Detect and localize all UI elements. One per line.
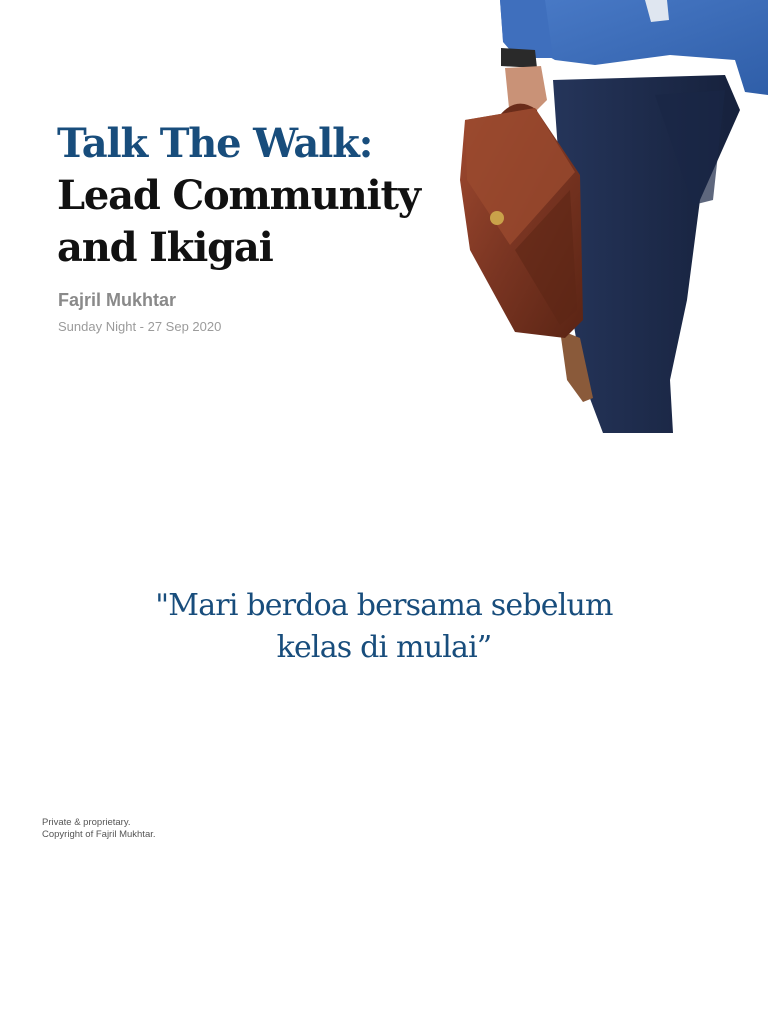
- title-line-1: Talk The Walk:: [57, 120, 373, 167]
- author-name: Fajril Mukhtar: [58, 290, 177, 310]
- title-line-3: and Ikigai: [57, 224, 273, 271]
- footer-line-1: Private & proprietary.: [42, 817, 131, 828]
- businessman-photo: [455, 0, 768, 435]
- title-line-2: Lead Community: [57, 172, 420, 219]
- copyright-footer: [42, 817, 156, 841]
- presentation-date: Sunday Night - 27 Sep 2020: [58, 319, 222, 334]
- quote-line-1: "Mari berdoa bersama sebelum: [155, 588, 613, 623]
- footer-line-2: Copyright of Fajril Mukhtar.: [42, 829, 156, 840]
- presentation-title: [57, 118, 457, 274]
- quote-line-2: kelas di mulai”: [276, 630, 492, 665]
- prayer-quote: [84, 585, 684, 669]
